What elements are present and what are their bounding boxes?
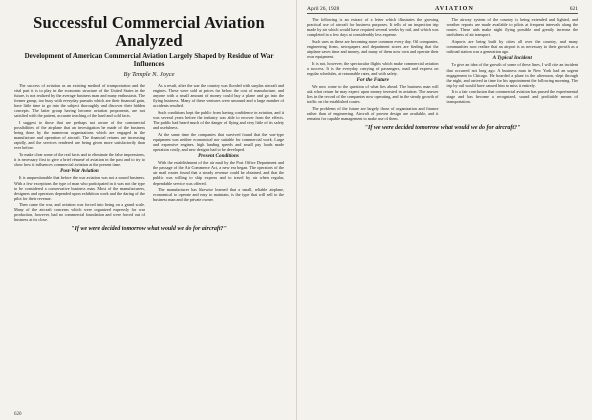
text-column — [447, 17, 579, 123]
body-paragraph: As a result, after the war the country was flooded with surplus aircraft and engines. These were sold at prices far below the cost of manufacture, and anyone with a small amount of money could buy a plane and go into the flying business. Many of these ventures were unsound and a large number of accidents resulted. — [153, 83, 284, 109]
header-page-number: 621 — [569, 6, 578, 12]
body-paragraph: Such conditions kept the public from having confidence in aviation, and it was several years before the industry was able to recover from the effects. The public had heard much of the danger of flying and very little of its safety and usefulness. — [153, 109, 284, 130]
body-paragraph: It is not, however, the spectacular flights which make commercial aviation a success. It is the everyday carrying of passengers, mail and express on regular schedules, at reasonable rates, and with safety. — [307, 60, 439, 76]
pull-quote: "If we were decided tomorrow what would we do for aircraft?" — [364, 124, 521, 131]
section-heading: Present Conditions — [198, 152, 239, 159]
right-page — [296, 0, 592, 420]
body-paragraph: The airway system of the country is being extended and lighted, and weather reports are made available to pilots at frequent intervals along the routes. These aids make night flying possible and greatly increase the usefulness of air transport. — [446, 17, 578, 38]
section-heading: Post-War Aviation — [60, 167, 99, 174]
issue-date: April 26, 1928 — [307, 6, 340, 12]
body-paragraph: The following is an extract of a letter which illustrates the growing practical use of aircraft for business purposes. It tells of an inspection trip made by air which would have required several weeks by rail, and which was completed in a few days at considerably less expense. — [307, 17, 439, 38]
right-page-columns — [307, 17, 578, 123]
section-heading: For the Future — [356, 76, 389, 83]
body-paragraph: I suggest to those that are perhaps not aware of the commercial possibilities of the airplane that an investigation be made of the business being done by the numerous organizations which are engaged in the manufacture and operation of aircraft. The financial returns are increasing rapidly, and the services rendered are being given more satisfactorily than ever before. — [14, 119, 145, 151]
article-byline: By Temple N. Joyce — [123, 71, 175, 78]
body-paragraph: At the same time the companies that survived found that the war-type equipment was neither economical nor suitable for commercial work. Large and expensive engines, high landing speeds and small pay loads made operation costly, and new designs had to be developed. — [153, 131, 284, 152]
running-header — [307, 6, 578, 14]
article-title: Successful Commercial Aviation Analyzed — [33, 13, 265, 50]
body-paragraph: We now come to the question of what lies ahead. The business man will ask what return he may expect upon money invested in aviation. The answer lies in the record of the companies now operating, and in the steady growth of traffic on the established routes. — [307, 84, 439, 105]
body-paragraph: It is a fair conclusion that commercial aviation has passed the experimental stage and has become a recognized, sound and profitable means of transportation. — [446, 89, 578, 105]
body-paragraph: Airports are being built by cities all over the country, and many communities now realize that an airport is as necessary to their growth as a railroad station was a generation ago. — [446, 38, 578, 54]
left-page-columns — [14, 83, 284, 224]
body-paragraph: Such uses as these are becoming more common every day. Oil companies, engineering firms, newspapers and department stores are finding that the airplane saves time and money, and many of them now own and operate their own equipment. — [307, 38, 439, 59]
body-paragraph: To make clear some of the real facts and to eliminate the false impressions, it is necessary first to give a brief résumé of aviation in the past and to try to show how it influences commercial aviation at the present time. — [14, 151, 145, 167]
pull-quote: "If we were decided tomorrow what would we do for aircraft?" — [71, 226, 227, 233]
article-subtitle: Development of American Commercial Aviation Largely Shaped by Residue of War Influences — [24, 52, 274, 68]
body-paragraph: With the establishment of the air mail by the Post Office Department and the passage of the Air Commerce Act, a new era began. The operators of the air mail routes found that a steady revenue could be obtained, and that the public was willing to ship express and to travel by air when regular, dependable service was offered. — [153, 160, 284, 186]
text-column — [153, 83, 284, 224]
body-paragraph: The success of aviation as an existing method of transportation and the vital part it is to play in the economic structure of the United States in the future, is not realized by the average business man and many enthusiasts. The former group, too busy with everyday pursuits which are their financial gain, have little time to go into the subject thoroughly and discover their hidden concepts. The latter group having become aviation proponents, are not satisfied with the patient, accurate teaching of the hard and cold facts. — [14, 83, 145, 119]
magazine-name: AVIATION — [434, 6, 475, 12]
page-number: 620 — [14, 412, 22, 417]
section-heading: A Typical Incident — [492, 54, 532, 61]
body-paragraph: To give an idea of the growth of some of these lines, I will cite an incident that occurred not long ago. A business man in New York had an urgent engagement in Chicago. He boarded a plane in the afternoon, slept through the night, and arrived in time for his appointment the following morning. The trip by rail would have caused him to miss it entirely. — [446, 62, 578, 88]
text-column — [307, 17, 439, 123]
body-paragraph: The problems of the future are largely those of organization and finance rather than of engineering. Aircraft of proven design are available, and it remains for capable management to make use of them. — [307, 106, 439, 122]
body-paragraph: It is unquestionable that before the war aviation was not a sound business. With a few exceptions the type of man who participated in it was not the type to be considered a conservative business man. Most of the manufacturers, designers and operators depended upon exhibition work and the daring of the pilot for their revenue. — [14, 175, 145, 201]
body-paragraph: The manufacturer has likewise learned that a small, reliable airplane, economical to operate and easy to maintain, is the type that will sell to the business man and the private owner. — [153, 187, 284, 203]
text-column — [14, 83, 145, 224]
body-paragraph: Then came the war, and aviation was forced into being on a grand scale. Many of the aircraft concerns which were organized expressly for war production, however, had no commercial foundation and were forced out of business at its close. — [14, 202, 145, 223]
